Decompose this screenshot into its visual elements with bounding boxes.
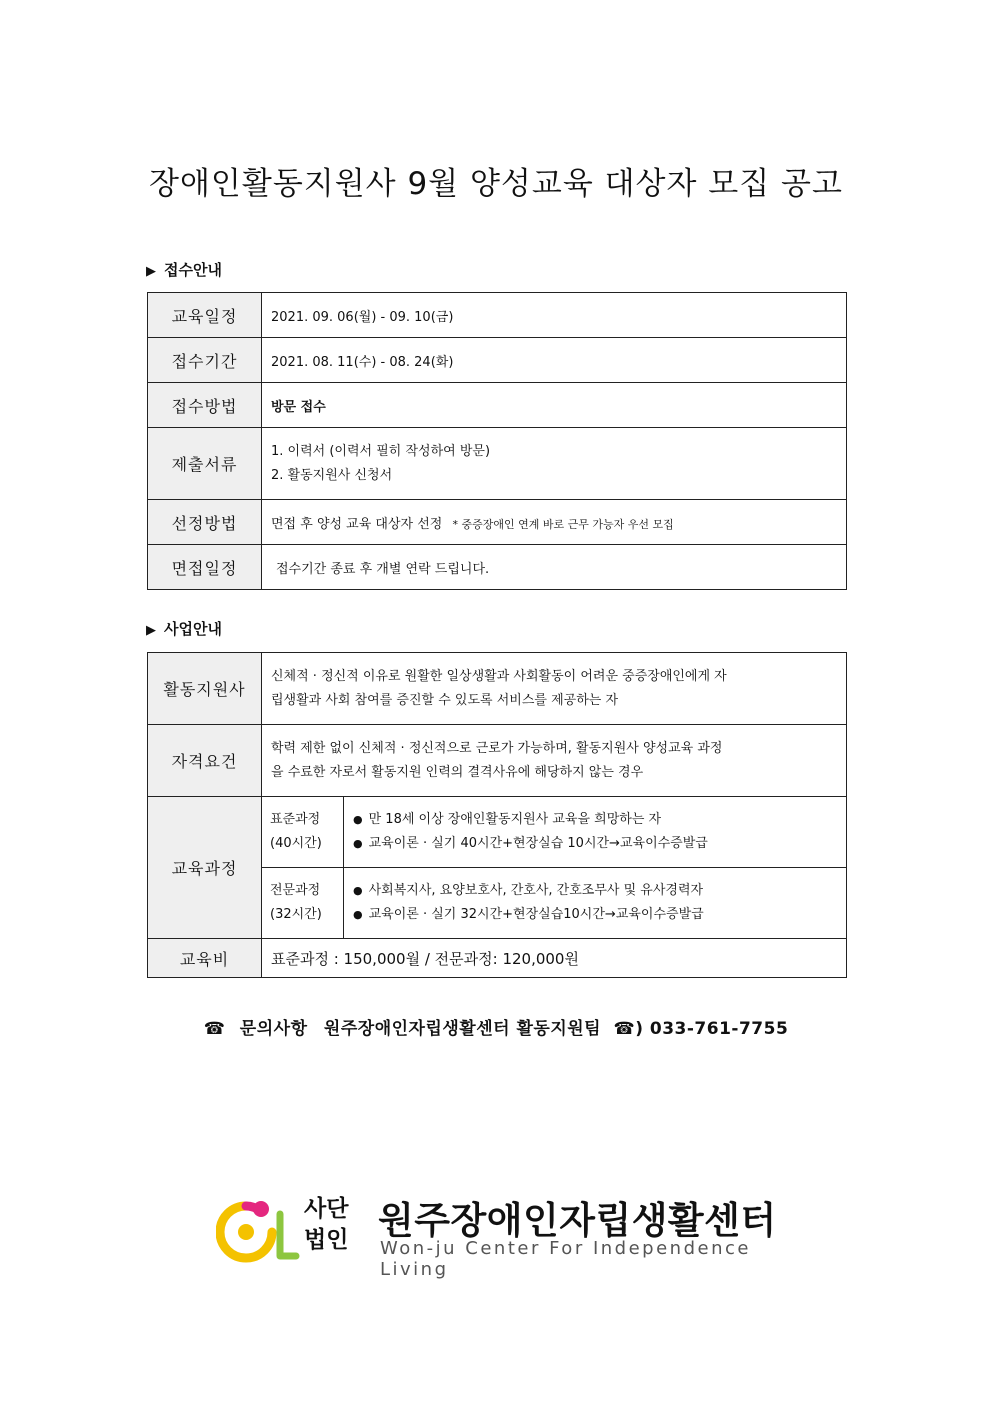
row-value [262, 428, 847, 500]
row-label: 선정방법 [148, 500, 262, 545]
document-line: 1. 이력서 (이력서 필히 작성하여 방문) [271, 443, 491, 459]
contact-number: 033-761-7755 [649, 1019, 789, 1039]
row-label: 접수방법 [148, 383, 262, 428]
triangle-right-icon: ▶ [146, 264, 156, 279]
row-value [262, 725, 847, 797]
row-label: 제출서류 [148, 428, 262, 500]
table-row [148, 653, 847, 725]
list-item: ● 사회복지사, 요양보호사, 간호사, 간호조무사 및 유사경력자 [353, 879, 837, 903]
row-value [262, 500, 847, 545]
logo-corporation-type [304, 1194, 374, 1256]
list-item: ● 교육이론 · 실기 32시간+현장실습10시간→교육이수증발급 [353, 903, 837, 927]
table-row [148, 797, 847, 868]
logo-beobin: 법인 [304, 1227, 349, 1253]
course-hours: (40시간) [270, 836, 322, 851]
business-table [147, 652, 847, 978]
telephone-icon: ☎) [613, 1019, 644, 1039]
logo-l-stroke [280, 1214, 296, 1256]
row-value: 2021. 09. 06(월) - 09. 10(금) [262, 293, 847, 338]
description-line: 을 수료한 자로서 활동지원 인력의 결격사유에 해당하지 않는 경우 [271, 764, 644, 780]
selection-method: 면접 후 양성 교육 대상자 선정 [271, 516, 443, 532]
triangle-right-icon: ▶ [146, 623, 156, 638]
list-item: ● 교육이론 · 실기 40시간+현장실습 10시간→교육이수증발급 [353, 832, 837, 856]
course-name-expert [262, 868, 344, 939]
table-row [148, 500, 847, 545]
row-value: 2021. 08. 11(수) - 08. 24(화) [262, 338, 847, 383]
organization-logo [216, 1190, 816, 1280]
course-name-standard [262, 797, 344, 868]
description-line: 신체적 · 정신적 이유로 원활한 일상생활과 사회활동이 어려운 중증장애인에게 자 [271, 668, 727, 684]
course-name: 표준과정 [270, 812, 321, 827]
section-heading-reception [146, 259, 222, 280]
list-item: ● 만 18세 이상 장애인활동지원사 교육을 희망하는 자 [353, 808, 837, 832]
row-label: 교육과정 [148, 797, 262, 939]
logo-center [238, 1224, 254, 1240]
row-label: 면접일정 [148, 545, 262, 590]
section-title: 사업안내 [164, 620, 222, 638]
course-items-expert [344, 868, 847, 939]
logo-name-english: Won-ju Center For Independence Living [380, 1238, 751, 1280]
row-label: 교육일정 [148, 293, 262, 338]
contact-line [0, 1014, 992, 1039]
table-row [148, 939, 847, 978]
row-label: 교육비 [148, 939, 262, 978]
table-row [148, 383, 847, 428]
reception-table [147, 292, 847, 590]
row-value: 표준과정 : 150,000월 / 전문과정: 120,000원 [262, 939, 847, 978]
document-line: 2. 활동지원사 신청서 [271, 467, 393, 483]
logo-sadan: 사단 [304, 1196, 349, 1222]
logo-mark-icon [216, 1196, 300, 1266]
logo-dot [253, 1201, 269, 1217]
course-items-standard [344, 797, 847, 868]
row-value [262, 653, 847, 725]
section-heading-business [146, 618, 222, 639]
row-label: 접수기간 [148, 338, 262, 383]
description-line: 학력 제한 없이 신체적 · 정신적으로 근로가 가능하며, 활동지원사 양성교육 과정 [271, 740, 723, 756]
contact-org: 원주장애인자립생활센터 활동지원팀 [323, 1019, 602, 1039]
table-row [148, 293, 847, 338]
section-title: 접수안내 [164, 261, 222, 279]
table-row [148, 725, 847, 797]
logo-name-korean: 원주장애인자립생활센터 [378, 1199, 777, 1242]
table-row [148, 545, 847, 590]
description-line: 립생활과 사회 참여를 증진할 수 있도록 서비스를 제공하는 자 [271, 692, 619, 708]
row-label: 자격요건 [148, 725, 262, 797]
course-name: 전문과정 [270, 883, 321, 898]
row-value: 접수기간 종료 후 개별 연락 드립니다. [262, 545, 847, 590]
row-label: 활동지원사 [148, 653, 262, 725]
selection-note: * 중증장애인 연계 바로 근무 가능자 우선 모집 [452, 517, 674, 531]
page-title: 장애인활동지원사 9월 양성교육 대상자 모집 공고 [149, 166, 843, 202]
phone-icon: ☎ [203, 1019, 226, 1039]
table-row [148, 338, 847, 383]
table-row [148, 428, 847, 500]
row-value: 방문 접수 [262, 383, 847, 428]
contact-label: 문의사항 [239, 1019, 308, 1039]
course-hours: (32시간) [270, 907, 322, 922]
